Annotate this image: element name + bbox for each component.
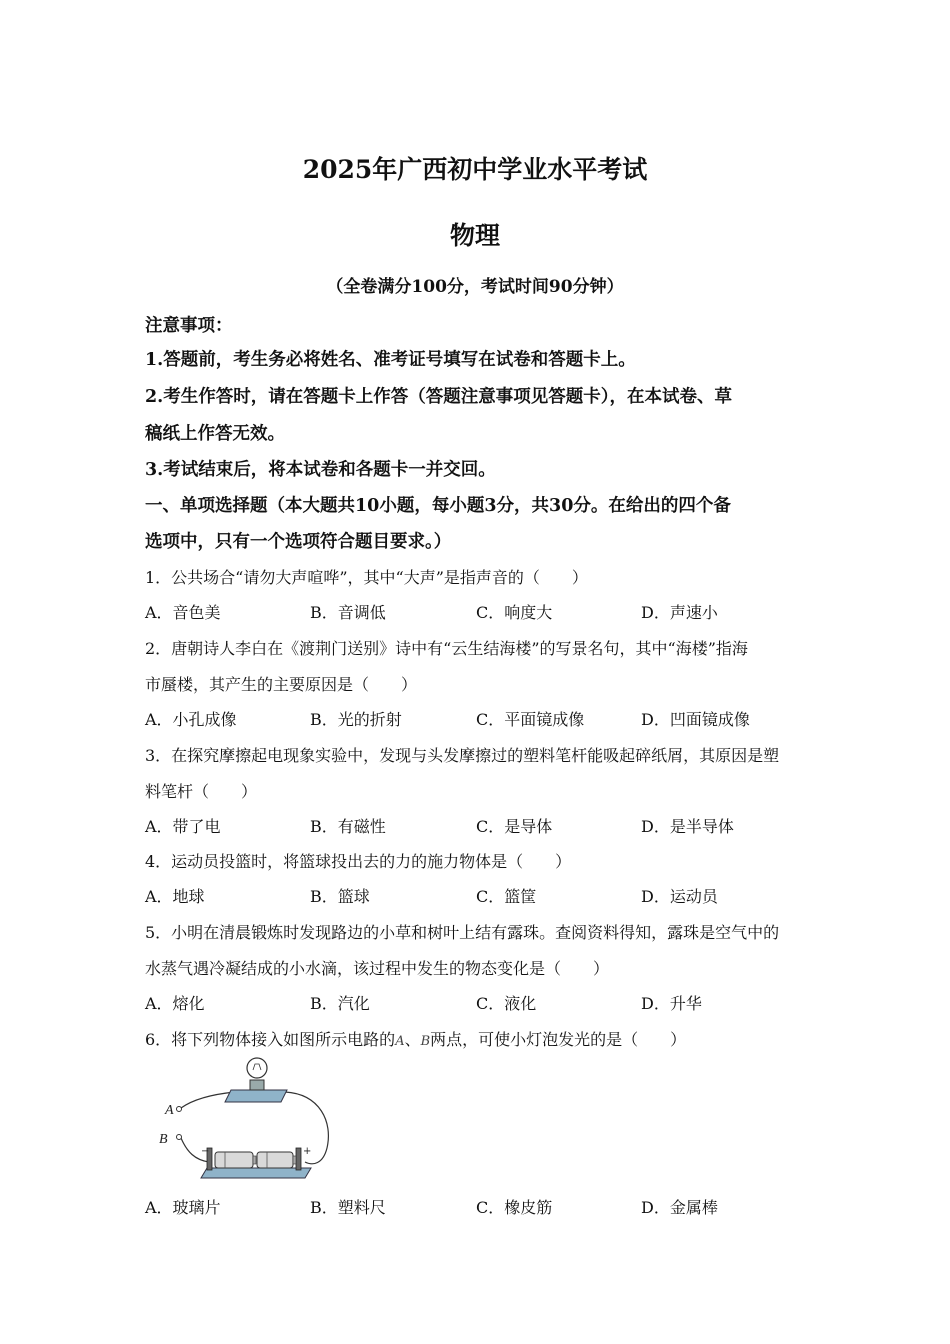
question-5-option-c: C．液化 [476,994,537,1013]
question-6-option-a: A．玻璃片 [145,1198,221,1217]
question-2-option-a: A．小孔成像 [145,710,237,729]
question-3-option-a: A．带了电 [145,817,221,836]
question-4-option-d: D．运动员 [641,887,718,906]
question-5-option-b: B．汽化 [310,994,370,1013]
circuit-figure [155,1052,340,1184]
question-2-stem-cont: 市蜃楼，其产生的主要原因是（ ） [145,675,418,694]
minus-sign: − [201,1146,210,1157]
question-6-option-b: B．塑料尺 [310,1198,386,1217]
question-6-stem-part-3: 两点，可使小灯泡发光的是（ ） [430,1030,687,1049]
question-6-stem-part-1: 6．将下列物体接入如图所示电路的 [145,1030,396,1049]
notes-item-1: 1.答题前，考生务必将姓名、准考证号填写在试卷和答题卡上。 [145,350,636,370]
plus-sign: + [303,1146,312,1157]
question-4-stem: 4．运动员投篮时，将篮球投出去的力的施力物体是（ ） [145,852,572,871]
question-5-stem-cont: 水蒸气遇冷凝结成的小水滴，该过程中发生的物态变化是（ ） [145,959,610,978]
label-b: B [159,1132,168,1147]
question-6-stem-part-2: 、 [404,1030,421,1049]
question-6-stem [145,1027,686,1050]
label-a: A [165,1103,174,1118]
battery-icon [215,1152,296,1168]
question-2-option-d: D．凹面镜成像 [641,710,750,729]
subject-title: 物理 [449,221,500,250]
question-3-option-c: C．是导体 [476,817,553,836]
question-3-stem: 3．在探究摩擦起电现象实验中，发现与头发摩擦过的塑料笔杆能吸起碎纸屑，其原因是塑 [145,746,780,765]
question-3-option-d: D．是半导体 [641,817,734,836]
section-1-heading: 一、单项选择题（本大题共10小题，每小题3分，共30分。在给出的四个备 [145,496,731,516]
question-5-stem: 5．小明在清晨锻炼时发现路边的小草和树叶上结有露珠。查阅资料得知，露珠是空气中的 [145,923,780,942]
bulb-icon [247,1058,267,1078]
point-b-label: B [420,1034,431,1049]
question-1-stem: 1．公共场合“请勿大声喧哗”，其中“大声”是指声音的（ ） [145,568,588,587]
question-1-option-c: C．响度大 [476,603,553,622]
question-3-option-b: B．有磁性 [310,817,386,836]
question-4-option-b: B．篮球 [310,887,370,906]
battery-clip-right [296,1148,301,1170]
notes-item-2-cont: 稿纸上作答无效。 [145,424,285,444]
question-4-option-a: A．地球 [145,887,205,906]
exam-title: 2025年广西初中学业水平考试 [302,155,648,184]
question-4-option-c: C．篮筐 [476,887,537,906]
notes-heading: 注意事项： [145,316,233,336]
question-5-option-a: A．熔化 [145,994,205,1013]
notes-item-3: 3.考试结束后，将本试卷和各题卡一并交回。 [145,460,496,480]
question-3-stem-cont: 料笔杆（ ） [145,782,258,801]
battery-holder-base [201,1168,311,1178]
lamp-base [225,1090,287,1102]
lamp-socket [250,1080,264,1090]
question-6-option-d: D．金属棒 [641,1198,718,1217]
terminal-b [177,1135,182,1140]
section-1-heading-cont: 选项中，只有一个选项符合题目要求。） [145,532,452,552]
question-1-option-d: D．声速小 [641,603,718,622]
question-6-option-c: C．橡皮筋 [476,1198,553,1217]
question-5-option-d: D．升华 [641,994,702,1013]
point-a-label: A [395,1034,405,1049]
question-1-option-a: A．音色美 [145,603,221,622]
question-2-option-c: C．平面镜成像 [476,710,585,729]
question-1-option-b: B．音调低 [310,603,386,622]
terminal-a [177,1107,182,1112]
exam-info: （全卷满分100分，考试时间90分钟） [326,277,624,297]
question-2-stem: 2．唐朝诗人李白在《渡荆门送别》诗中有“云生结海楼”的写景名句，其中“海楼”指海 [145,639,748,658]
notes-item-2: 2.考生作答时，请在答题卡上作答（答题注意事项见答题卡），在本试卷、草 [145,387,733,407]
question-2-option-b: B．光的折射 [310,710,402,729]
